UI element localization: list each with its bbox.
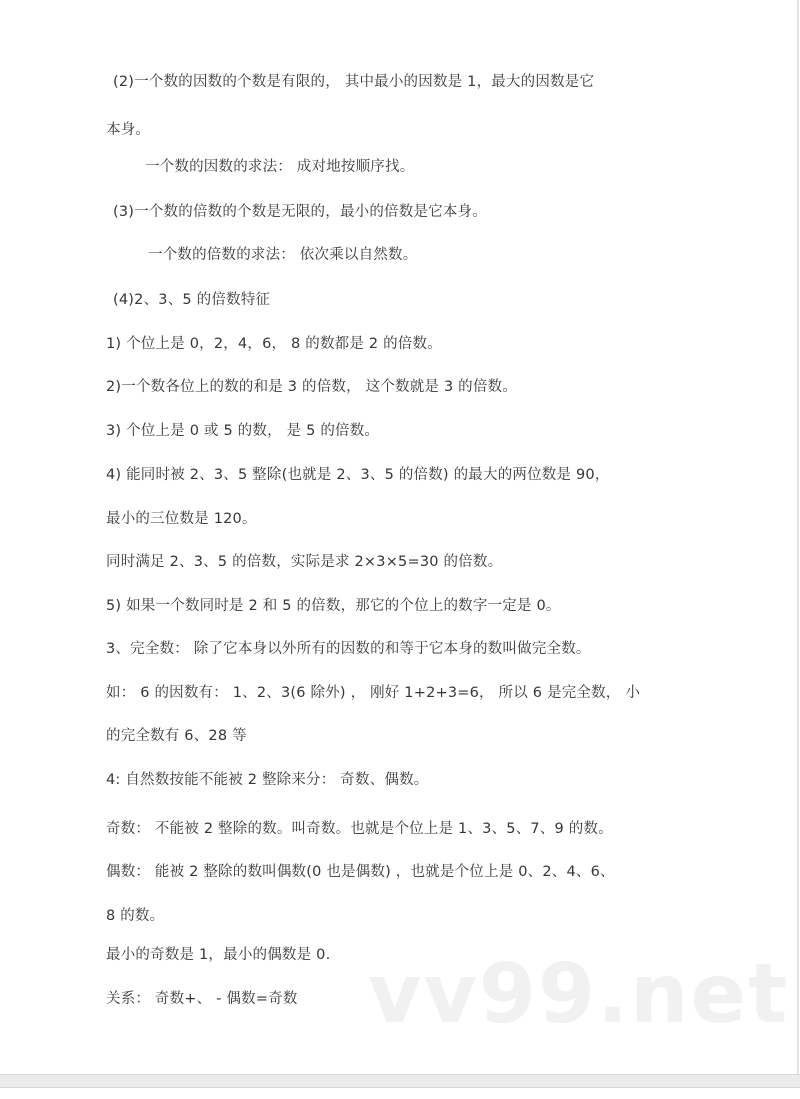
example-perfect-number-cont: 的完全数有 6、28 等	[106, 728, 247, 744]
heading-multiples-235: (4)2、3、5 的倍数特征	[113, 292, 271, 308]
rule-multiple-of-235-cont: 最小的三位数是 120。	[106, 511, 257, 527]
watermark: vv99.net	[368, 947, 790, 1042]
line-factor-count-cont: 本身。	[106, 122, 151, 138]
rule-multiple-of-235: 4) 能同时被 2、3、5 整除(也就是 2、3、5 的倍数) 的最大的两位数是 90，	[106, 467, 610, 483]
rule-multiple-of-5: 3) 个位上是 0 或 5 的数， 是 5 的倍数。	[106, 423, 380, 439]
definition-even: 偶数： 能被 2 整除的数叫偶数(0 也是偶数) ，也就是个位上是 0、2、4、6、	[106, 864, 615, 880]
rule-multiple-of-3: 2)一个数各位上的数的和是 3 的倍数， 这个数就是 3 的倍数。	[106, 379, 517, 395]
smallest-odd-even: 最小的奇数是 1，最小的偶数是 0.	[106, 947, 331, 963]
line-multiple-count: (3)一个数的倍数的个数是无限的，最小的倍数是它本身。	[113, 204, 487, 220]
line-multiple-method: 一个数的倍数的求法： 依次乘以自然数。	[148, 247, 418, 263]
heading-odd-even: 4: 自然数按能不能被 2 整除来分： 奇数、偶数。	[106, 772, 429, 788]
rule-multiple-of-2-and-5: 5) 如果一个数同时是 2 和 5 的倍数，那它的个位上的数字一定是 0。	[106, 598, 561, 614]
example-perfect-number: 如： 6 的因数有： 1、2、3(6 除外) ， 刚好 1+2+3=6， 所以 6 是完全数， 小	[106, 685, 641, 701]
rule-multiple-of-2: 1) 个位上是 0，2，4，6， 8 的数都是 2 的倍数。	[106, 336, 442, 352]
relation-odd-even: 关系： 奇数+、 - 偶数=奇数	[106, 991, 298, 1007]
line-factor-method: 一个数的因数的求法： 成对地按顺序找。	[145, 159, 415, 175]
page-separator	[0, 1074, 800, 1088]
heading-perfect-number: 3、完全数： 除了它本身以外所有的因数的和等于它本身的数叫做完全数。	[106, 641, 591, 657]
definition-even-cont: 8 的数。	[106, 908, 165, 924]
definition-odd: 奇数： 不能被 2 整除的数。叫奇数。也就是个位上是 1、3、5、7、9 的数。	[106, 821, 613, 837]
note-multiple-of-30: 同时满足 2、3、5 的倍数，实际是求 2×3×5=30 的倍数。	[106, 554, 503, 570]
line-factor-count: (2)一个数的因数的个数是有限的， 其中最小的因数是 1，最大的因数是它	[113, 74, 595, 90]
